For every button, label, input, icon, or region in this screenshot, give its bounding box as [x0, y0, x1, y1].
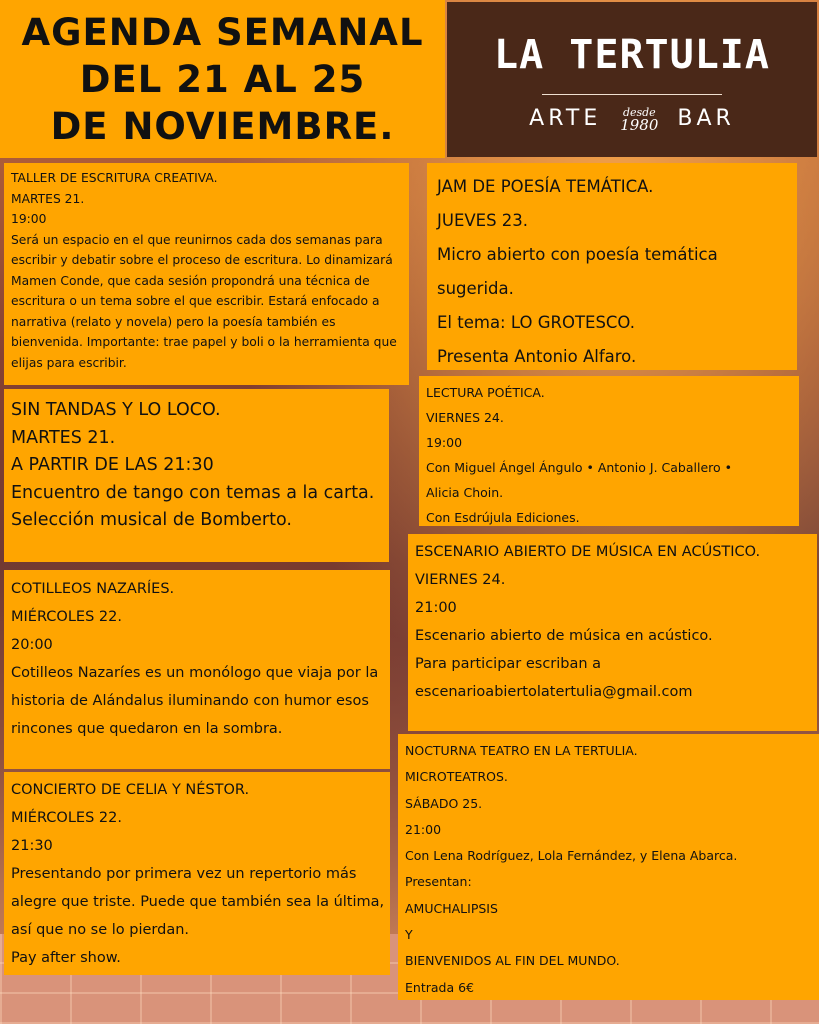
event-participants-line-1: Con Miguel Ángel Ángulo • Antonio J. Caballero • [426, 460, 732, 475]
event-description: Presentando por primera vez un repertorio más alegre que triste. Puede que también sea la última, así que no se lo pierdan. [11, 866, 385, 938]
event-day: MARTES 21. [11, 427, 116, 448]
event-presenter: Presenta Antonio Alfaro. [437, 347, 637, 366]
event-time: 21:00 [405, 821, 442, 837]
title-line-2: DEL 21 AL 25 [79, 57, 366, 101]
event-title: SIN TANDAS Y LO LOCO. [11, 400, 221, 420]
event-nocturna-teatro [398, 734, 819, 1000]
event-title: NOCTURNA TEATRO EN LA TERTULIA. [405, 743, 638, 758]
event-cast: Con Lena Rodríguez, Lola Fernández, y Elena Abarca. [405, 848, 738, 864]
event-taller-escritura [4, 163, 409, 385]
event-concierto-celia-nestor [4, 772, 390, 975]
event-escenario-abierto [408, 534, 817, 731]
logo-since-label: desde [622, 106, 656, 119]
event-payment: Pay after show. [11, 950, 121, 966]
logo-tagline [447, 106, 817, 132]
event-description-line-1: Micro abierto con poesía temática [437, 245, 718, 264]
event-title: LECTURA POÉTICA. [426, 385, 545, 400]
event-description: Será un espacio en el que reunirnos cada dos semanas para escribir y debatir sobre el proceso de escritura. Lo dinamizará Mamen Conde, que cada sesión propondrá una técnica de escritura o un tema sobre el que escribir. Estará enfocado a narrativa (relato y novela) pero la poesía también es bienvenida. Importante: trae papel y boli o la herramienta que elijas para escribir. [11, 232, 397, 370]
event-cotilleos-nazaries [4, 570, 390, 769]
logo-name: LA TERTULIA [494, 32, 770, 78]
logo-since [620, 106, 658, 132]
event-sin-tandas [4, 389, 389, 562]
event-description: Escenario abierto de música en acústico. [415, 628, 713, 644]
logo-since-year: 1980 [620, 116, 659, 134]
event-time: A PARTIR DE LAS 21:30 [11, 455, 214, 475]
event-day: VIERNES 24. [426, 410, 504, 425]
event-participants-line-2: Alicia Choin. [426, 485, 504, 500]
event-day: JUEVES 23. [437, 211, 529, 230]
event-time: 21:30 [11, 838, 53, 854]
event-title: JAM DE POESÍA TEMÁTICA. [437, 177, 654, 196]
event-conjunction: Y [405, 927, 413, 943]
logo-left-word: ARTE [529, 106, 602, 131]
event-day: SÁBADO 25. [405, 795, 483, 811]
event-time: 20:00 [11, 637, 53, 653]
event-show-1: AMUCHALIPSIS [405, 900, 498, 916]
event-instructions: Para participar escriban a [415, 656, 602, 672]
event-title: CONCIERTO DE CELIA Y NÉSTOR. [11, 782, 250, 798]
event-price: Entrada 6€ [405, 979, 474, 995]
logo-divider [542, 94, 722, 95]
agenda-title [0, 0, 445, 158]
event-day: VIERNES 24. [415, 572, 506, 588]
event-title: TALLER DE ESCRITURA CREATIVA. [11, 171, 218, 185]
title-line-1: AGENDA SEMANAL [21, 10, 424, 54]
event-presentan: Presentan: [405, 874, 472, 890]
event-day: MIÉRCOLES 22. [11, 609, 122, 625]
event-title: ESCENARIO ABIERTO DE MÚSICA EN ACÚSTICO. [415, 544, 761, 560]
title-line-3: DE NOVIEMBRE. [50, 104, 395, 148]
event-subtitle: MICROTEATROS. [405, 769, 508, 785]
event-publisher: Con Esdrújula Ediciones. [426, 510, 580, 525]
event-selection: Selección musical de Bomberto. [11, 510, 292, 530]
event-day: MIÉRCOLES 22. [11, 810, 122, 826]
event-description-line-2: sugerida. [437, 279, 514, 298]
logo-right-word: BAR [677, 106, 735, 131]
event-jam-poesia [427, 163, 797, 370]
event-day: MARTES 21. [11, 191, 85, 206]
event-time: 21:00 [415, 600, 457, 616]
event-description: Cotilleos Nazaríes es un monólogo que viaja por la historia de Alándalus iluminando con humor esos rincones que quedaron en la sombra. [11, 665, 379, 737]
event-description: Encuentro de tango con temas a la carta. [11, 482, 375, 503]
event-lectura-poetica [419, 376, 799, 526]
event-time: 19:00 [426, 435, 463, 450]
event-title: COTILLEOS NAZARÍES. [11, 581, 175, 597]
event-show-2: BIENVENIDOS AL FIN DEL MUNDO. [405, 953, 620, 969]
event-theme: El tema: LO GROTESCO. [437, 313, 635, 332]
event-email: escenarioabiertolatertulia@gmail.com [415, 684, 693, 700]
la-tertulia-logo [447, 2, 817, 157]
event-time: 19:00 [11, 212, 47, 226]
